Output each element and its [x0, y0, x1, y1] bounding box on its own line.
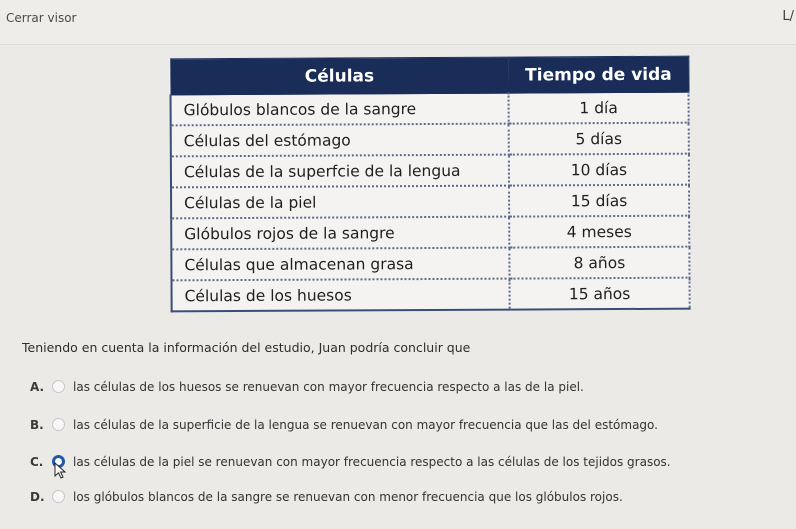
- cell-type: Glóbulos rojos de la sangre: [171, 217, 509, 250]
- option-letter: B.: [30, 418, 44, 432]
- question-text: Teniendo en cuenta la información del estudio, Juan podría concluir que: [22, 340, 471, 355]
- cell-lifespan: 15 días: [509, 185, 689, 217]
- cell-lifespan-table: [169, 56, 690, 313]
- cell-type: Células de los huesos: [172, 279, 510, 312]
- lifespan-table-image: [169, 56, 695, 313]
- option-letter: A.: [30, 380, 45, 394]
- cell-type: Células que almacenan grasa: [171, 248, 509, 281]
- cell-type: Células de la superfcie de la lengua: [171, 155, 509, 188]
- option-text[interactable]: los glóbulos blancos de la sangre se renuevan con menor frecuencia que los glóbulos rojos.: [73, 490, 623, 504]
- cell-type: Glóbulos blancos de la sangre: [171, 93, 509, 125]
- close-viewer-link[interactable]: Cerrar visor: [6, 11, 77, 25]
- option-letter: C.: [30, 455, 44, 469]
- table-row: [171, 123, 689, 157]
- cell-type: Células del estómago: [171, 124, 509, 157]
- cell-lifespan: 5 días: [509, 123, 689, 155]
- cell-lifespan: 4 meses: [509, 216, 689, 248]
- radio-button[interactable]: [52, 490, 65, 503]
- table-row: [172, 278, 690, 312]
- answer-option-b[interactable]: [0, 416, 796, 438]
- cell-lifespan: 1 día: [509, 92, 689, 123]
- cell-lifespan: 8 años: [509, 247, 689, 279]
- answer-option-a[interactable]: [0, 378, 796, 400]
- cell-lifespan: 15 años: [509, 278, 689, 310]
- table-row: [171, 247, 689, 281]
- option-letter: D.: [30, 490, 45, 504]
- viewer-top-bar: [0, 0, 796, 45]
- answer-option-c[interactable]: [0, 453, 796, 475]
- table-row: [171, 92, 689, 125]
- top-right-text: L/: [782, 9, 794, 24]
- mouse-pointer-icon: [54, 462, 68, 480]
- option-text[interactable]: las células de los huesos se renuevan con mayor frecuencia respecto a las de la piel.: [73, 380, 584, 394]
- cell-type: Células de la piel: [171, 186, 509, 219]
- table-header-row: [170, 56, 688, 95]
- radio-button[interactable]: [52, 380, 65, 393]
- option-text[interactable]: las células de la superficie de la lengua se renuevan con mayor frecuencia que las del estómago.: [73, 418, 658, 432]
- table-row: [171, 154, 689, 188]
- table-row: [171, 185, 689, 219]
- radio-button[interactable]: [52, 418, 65, 431]
- cell-lifespan: 10 días: [509, 154, 689, 186]
- option-text[interactable]: las células de la piel se renuevan con mayor frecuencia respecto a las células de los tejidos grasos.: [73, 455, 671, 469]
- column-header-cells: Células: [170, 57, 508, 95]
- answer-option-d[interactable]: [0, 488, 796, 510]
- column-header-lifespan: Tiempo de vida: [508, 56, 688, 93]
- table-row: [171, 216, 689, 250]
